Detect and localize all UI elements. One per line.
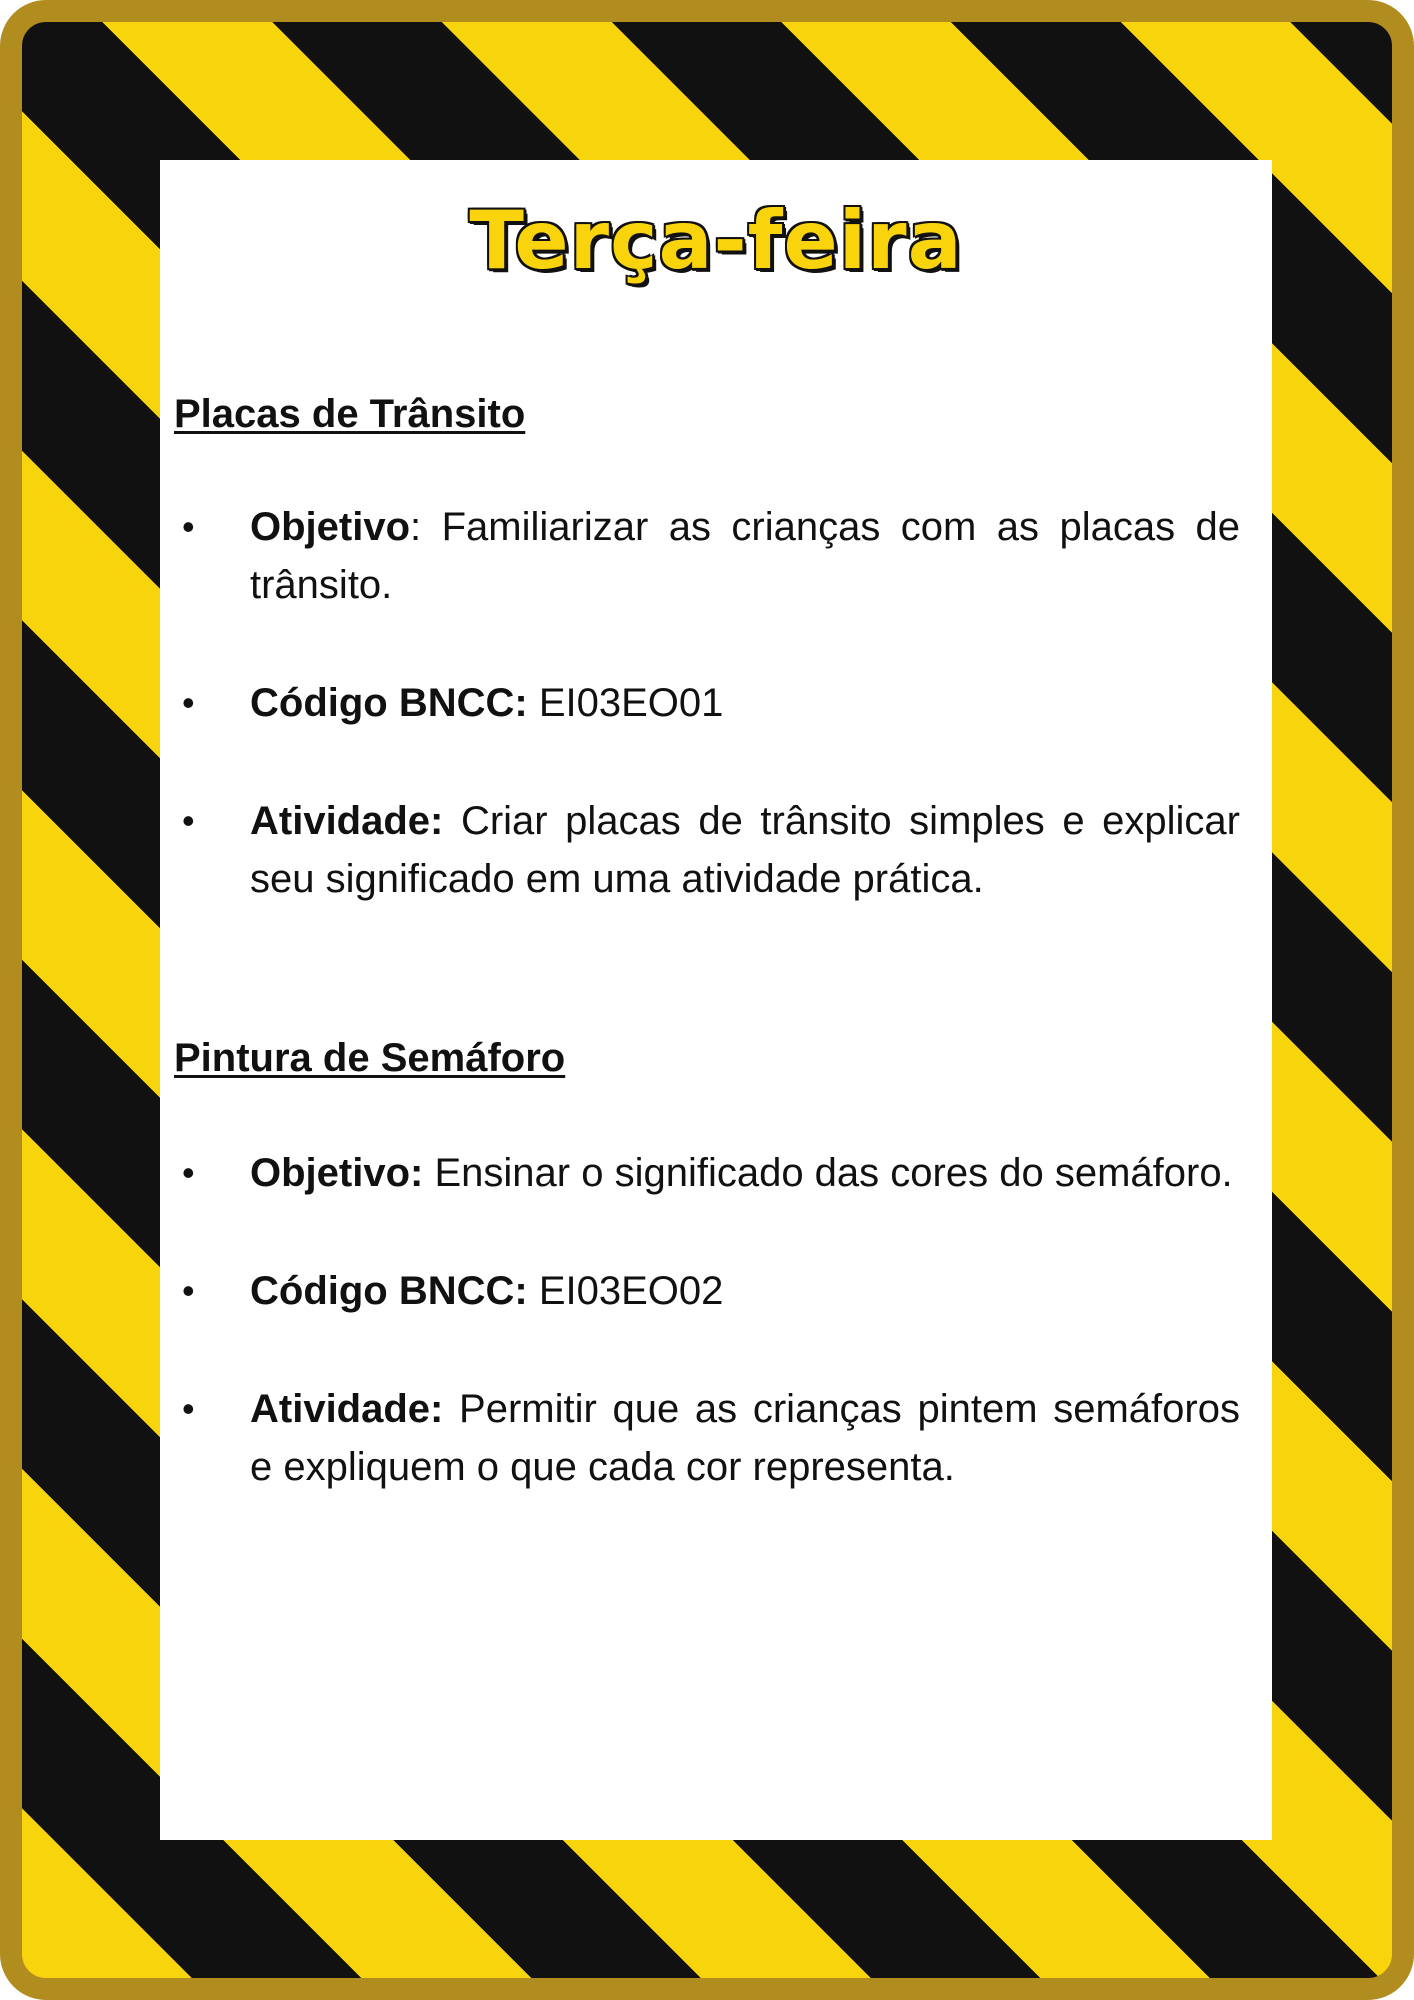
page-title: Terça-feira xyxy=(469,194,963,287)
item-separator xyxy=(443,799,461,843)
bullet-icon: • xyxy=(182,506,195,547)
bullet-icon: • xyxy=(182,1270,195,1311)
item-separator xyxy=(443,1387,459,1431)
item-text: EI03EO02 xyxy=(538,1269,724,1313)
section-heading-placas: Placas de Trânsito xyxy=(174,392,526,436)
list-item xyxy=(182,792,1240,908)
item-separator xyxy=(423,1151,434,1195)
item-label: Objetivo xyxy=(250,505,411,549)
item-label: Atividade: xyxy=(250,1387,444,1431)
item-label: Objetivo: xyxy=(250,1151,424,1195)
bullet-list-placas xyxy=(182,498,1241,908)
item-text: Familiarizar as crianças com as placas de trânsito. xyxy=(250,505,1241,607)
bullet-icon: • xyxy=(182,682,195,723)
list-item xyxy=(182,1262,1240,1320)
bullet-icon: • xyxy=(182,1152,195,1193)
item-separator: : xyxy=(410,505,442,549)
content-card xyxy=(160,160,1272,1840)
section-heading-semaforo: Pintura de Semáforo xyxy=(174,1036,566,1080)
bullet-list-semaforo xyxy=(182,1144,1240,1496)
item-text: Permitir que as crianças pintem semáforos e expliquem o que cada cor representa. xyxy=(250,1387,1240,1489)
list-item xyxy=(182,498,1241,614)
bullet-icon: • xyxy=(182,1388,195,1429)
item-text: Ensinar o significado das cores do semáforo. xyxy=(434,1151,1233,1195)
item-label: Atividade: xyxy=(250,799,444,843)
item-text: EI03EO01 xyxy=(538,681,724,725)
list-item xyxy=(182,1144,1240,1202)
item-label: Código BNCC: xyxy=(250,681,528,725)
list-item xyxy=(182,674,1240,732)
item-label: Código BNCC: xyxy=(250,1269,528,1313)
item-separator xyxy=(528,1269,539,1313)
item-separator xyxy=(528,681,539,725)
item-text: Criar placas de trânsito simples e explicar seu significado em uma atividade prática. xyxy=(250,799,1240,901)
bullet-icon: • xyxy=(182,800,195,841)
list-item xyxy=(182,1380,1240,1496)
